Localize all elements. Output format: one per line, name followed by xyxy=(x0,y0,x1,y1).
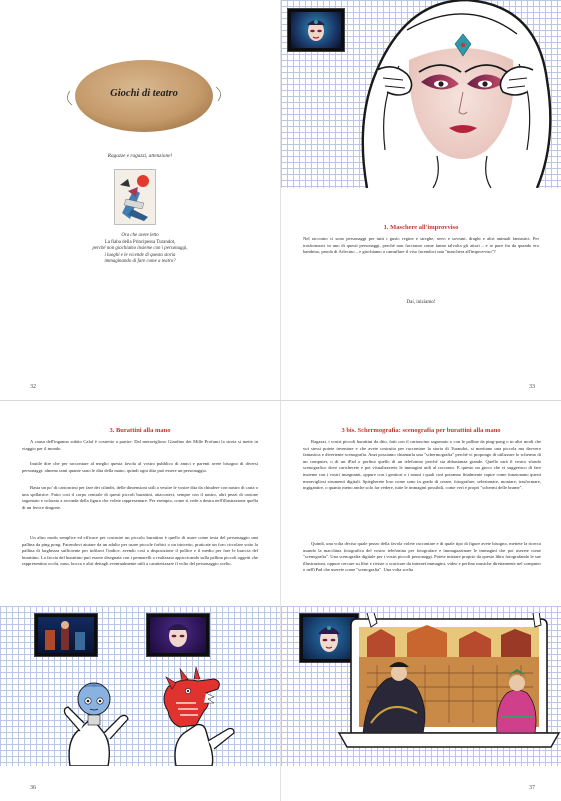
tablet-screen-thumbnail-left xyxy=(34,613,98,657)
page-number-36: 36 xyxy=(30,785,36,791)
subtitle: Ragazze e ragazzi, attenzione! xyxy=(107,153,173,159)
page-number-37: 37 xyxy=(529,785,535,791)
section-1-closing: Dai, iniziamo! xyxy=(406,300,436,305)
intro-line-4: i luoghi e le vicende di questa storia xyxy=(104,252,176,258)
laptop-scenography-illustration xyxy=(337,613,561,766)
page-title: Giochi di teatro xyxy=(110,88,178,99)
page-36 xyxy=(0,401,280,801)
section-heading-3-bis: 3 bis. Schermografia: scenografia per burattini alla mano xyxy=(341,427,501,434)
page-37 xyxy=(281,401,561,801)
spread-pages-32-33 xyxy=(0,0,561,400)
intro-verse xyxy=(0,233,280,266)
section-heading-3: 3. Burattini alla mano xyxy=(109,427,171,434)
section-1-body: Nel racconto ci sono personaggi per tutti i gusti: regine e streghe, servi e sovrani, draghi e altri animali fantastici. Per trasformarci in uno di questi personaggi, perché non facciamo come fanno talvolta gli attori – e io pure fin da quando ero bambino, parola di Arlecino – e giochiamo a camuffare il viso facendoci una "maschera all'improvviso"? xyxy=(303,236,539,255)
opera-mask-face-illustration xyxy=(337,0,561,188)
section-3bis-paragraph-1: Ragazzi, i vostri piccoli burattini da dito, fatti con il cartoncino sagomato o con le palline da ping-pong o in altri modi che voi stessi potete inventare e che avete costruito per raccontare la storia di Turandot, si meritano una piccola ma davvero fantastica e divertente scenografia. Anzi possiamo chiamarla una "schermografia" perché vi propongo di utilizzare lo schermo di un computer, o di un iPad o perfino quello di un telefonino perché sia abbastanza grande. Quello sarà il vostro sfondo scenografico dove caricherete e poi visualizzerete le immagini utili al racconto. E questo un gioco che vi suggerisco di fare insieme con i vostri insegnanti, oppure con i genitori o i nonni i quali così potranno finalmente capire come funzionano questi meravigliosi strumenti digitali. Spiegherete loro come sono in grado di creare, fotografare, selezionare, montare, trasformare, ingigantire, o quanto meno anche solo far vedere, tutte le immagini possibili, come veri e propri "schermi delle brame". xyxy=(303,439,541,491)
section-3-paragraph-3: Basta un po' di cartoncino per fare dei cilindri, delle dimensioni utili a vestire le vostre dita da chiudere con nastro di carta o una spillatrice. Fatto così il corpo centrale di questi piccoli burattini, attaccateci, sempre con il nastro, altri pezzi di cartone sagomato e colorato a seconda della figura che volete rappresentare. Per esempio, come si vede a destra nell'illustrazione quella di un feroce dragone. xyxy=(22,485,258,510)
intro-line-5: immaginando di fare come a teatro? xyxy=(104,259,176,264)
intro-line-3: perché non giochiamo insieme con i personaggi, xyxy=(92,246,188,251)
tablet-screen-thumbnail-right xyxy=(146,613,210,657)
intro-line-1: Ora che avete letto xyxy=(121,233,159,238)
stage-figures-thumbnail-icon xyxy=(41,620,91,652)
page-33 xyxy=(281,0,561,400)
spread-pages-36-37 xyxy=(0,400,561,801)
section-3-paragraph-1: A causa dell'inganno subito Calaf è costretto a partire. Dal meraviglioso Giardino dei Mille Profumi la storia si mette in viaggio per il mondo. xyxy=(22,439,258,451)
page-number-32: 32 xyxy=(30,384,36,390)
section-3-paragraph-4: Un altro modo semplice ed efficace per costruire un piccolo burattino è quello di usare come testa del personaggio una pallina da ping pong. Facendovi aiutare da un adulto per usare piccole forbici o un trincetto, praticate un foro circolare sotto la pallina di larghezza sufficiente per infilarci l'indice, avendo così a disposizione il pollice e il medio per fare le braccia del burattino. La faccia del burattino può essere disegnata con i pennarelli o realizzata appiccicando sulla pallina piccoli oggetti che rappresentino occhi, naso, bocca e altri dettagli eventualmente utili a caratterizzare il volto del personaggio scelto. xyxy=(22,535,258,567)
page-32 xyxy=(0,0,280,400)
section-3bis-paragraph-2: Quindi, una volta deciso quale pezzo della favola volete raccontare e di quale tipo di figure avete bisogno, mettete la ricerca usando la macchina fotografica del vostro telefonino per fotografare e immagazzinare le immagini che poi userete come "scenografia". Una scenografia digitale per i vostri piccoli personaggi. Potete iniziare proprio da questo libro fotografando le sue illustrazioni, oppure cercare su libri e riviste o scaricare da internet immagini, video e perfino musiche direttamente nel computer o nell'iPad che userete come "scenografia". Una volta scelta xyxy=(303,541,541,573)
masked-face-thumbnail-icon xyxy=(304,15,328,45)
section-3-paragraph-2: Inutile dire che per raccontare al meglio questa favola al vostro pubblico di amici e parenti avete bisogno di diversi personaggi: almeno tanti quante sono le dita della mano, quindi ogni dito può essere un personaggio. xyxy=(22,461,258,473)
page-number-33: 33 xyxy=(529,384,535,390)
finger-puppets-illustration xyxy=(0,659,280,766)
mask-face-thumbnail-icon xyxy=(161,618,195,652)
intro-line-2: La fiaba della Principessa Turandot, xyxy=(104,239,176,245)
section-heading-1: 1. Maschere all'improvviso xyxy=(383,224,459,231)
puppet-card-illustration xyxy=(114,169,156,225)
